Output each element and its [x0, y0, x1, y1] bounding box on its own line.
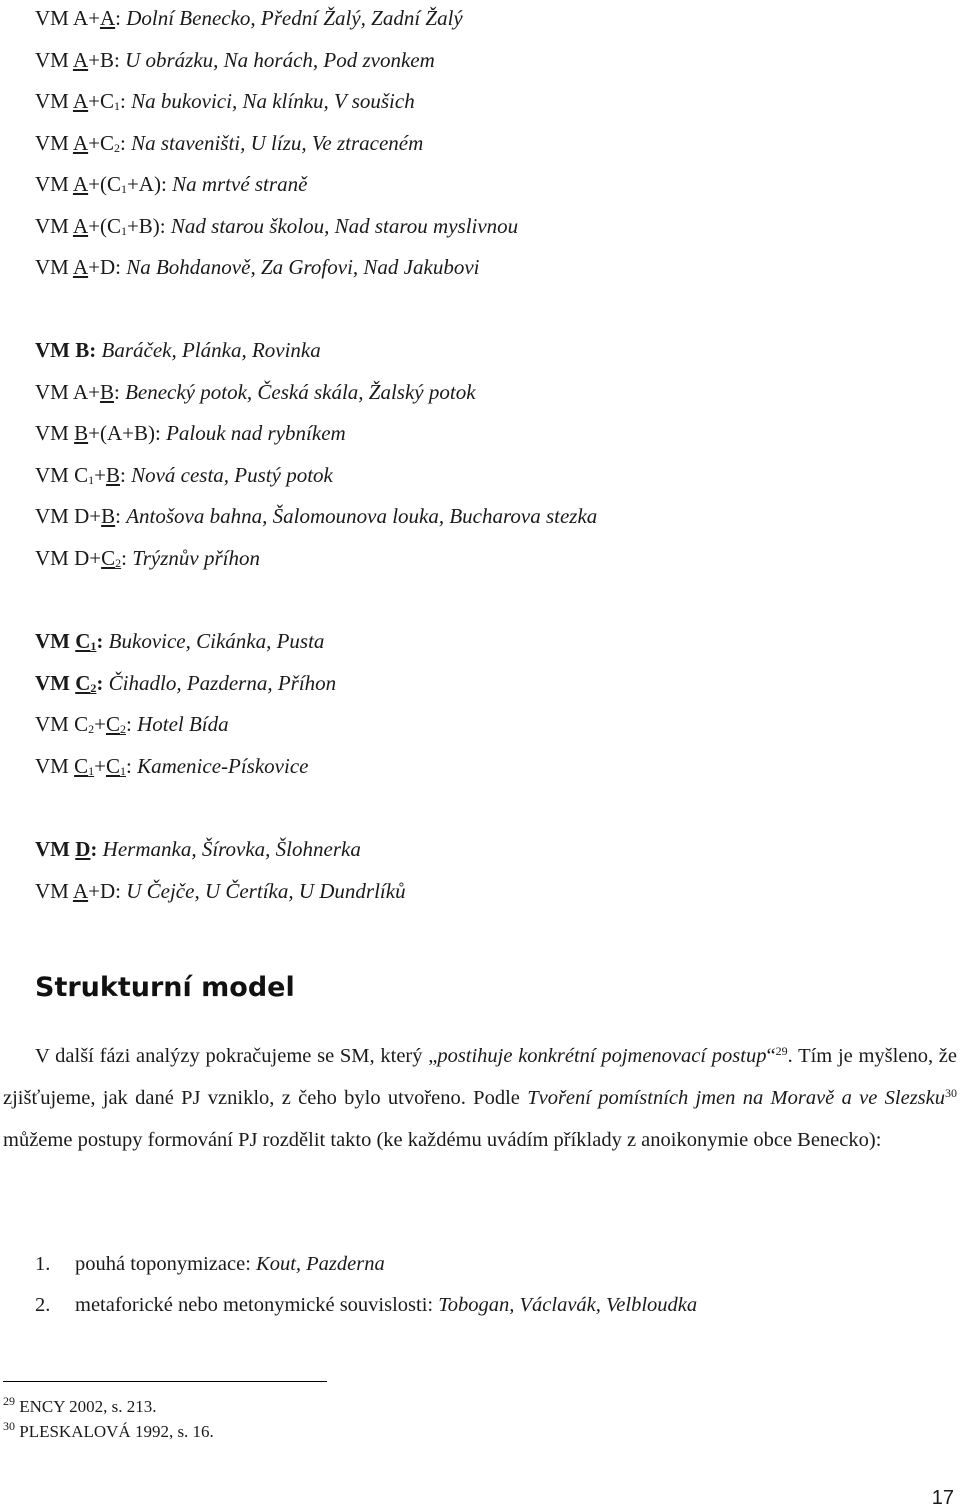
vm-code [74, 463, 120, 487]
footnote-ref-29[interactable]: 29 [775, 1044, 788, 1058]
vm-entry [35, 543, 260, 573]
vm-prefix: VM [35, 712, 75, 736]
footnote-separator [3, 1381, 327, 1382]
vm-entry [35, 668, 336, 698]
vm-place-names: Baráček, Plánka, Rovinka [101, 338, 321, 362]
vm-code-part: 1 [120, 223, 127, 238]
vm-colon: : [115, 878, 127, 903]
vm-prefix: VM [35, 6, 73, 30]
list-examples: Kout, Pazderna [256, 1253, 385, 1275]
vm-entry [35, 377, 476, 407]
vm-place-names: U obrázku, Na horách, Pod zvonkem [125, 47, 435, 72]
vm-code-part: A [72, 878, 89, 903]
vm-colon: : [115, 255, 127, 279]
vm-code [73, 48, 114, 72]
vm-prefix: VM [35, 753, 75, 778]
vm-code-part: 1 [90, 639, 97, 653]
vm-entry [35, 751, 308, 781]
vm-entry [35, 211, 518, 241]
vm-code-part: C [101, 545, 116, 570]
vm-place-names: Nad starou školou, Nad starou myslivnou [170, 213, 519, 238]
vm-code [73, 6, 115, 30]
vm-place-names: Trýznův příhon [132, 545, 260, 570]
vm-prefix: VM B: [35, 338, 102, 362]
vm-prefix: VM [35, 379, 73, 404]
vm-code [75, 629, 103, 653]
vm-code-part: 2 [88, 722, 95, 736]
vm-code [74, 421, 155, 445]
list-label: metaforické nebo metonymické souvislosti: [75, 1294, 439, 1316]
vm-colon: : [119, 462, 132, 487]
vm-prefix: VM [35, 504, 75, 528]
vm-place-names: Na Bohdanově, Za Grofovi, Nad Jakubovi [126, 255, 480, 279]
vm-prefix: VM [35, 89, 73, 113]
vm-code [73, 172, 161, 196]
vm-code-part: A [72, 6, 89, 30]
vm-place-names: Kamenice-Pískovice [137, 753, 309, 778]
vm-entry [35, 709, 229, 739]
vm-code-part: +(A+B) [88, 421, 155, 445]
vm-code-part: C [105, 712, 120, 736]
vm-code [73, 131, 120, 155]
vm-code-part: B [99, 379, 114, 404]
vm-code-part: 1 [88, 763, 95, 778]
footnote-30 [3, 1420, 214, 1444]
vm-code-part: 2 [90, 680, 97, 695]
vm-entry [35, 86, 415, 116]
vm-place-names: Hermanka, Šírovka, Šlohnerka [102, 837, 361, 861]
list-item [35, 1290, 697, 1320]
vm-code-part: C [105, 753, 120, 778]
vm-place-names: Na bukovici, Na klínku, V soušich [131, 89, 415, 113]
vm-code-part: +(C [88, 172, 121, 196]
vm-entry [35, 876, 406, 906]
vm-code [73, 879, 115, 903]
vm-code-part: 1 [119, 763, 126, 778]
list-label: pouhá toponymizace: [75, 1253, 257, 1275]
vm-prefix: VM [35, 421, 75, 445]
vm-code [73, 89, 120, 113]
para-text-2: “ [766, 1045, 776, 1067]
vm-prefix: VM [35, 837, 76, 861]
para-quote: postihuje konkrétní pojmenovací postup [437, 1045, 767, 1067]
list-examples: Tobogan, Václavák, Velbloudka [438, 1294, 698, 1316]
vm-code [75, 837, 97, 861]
vm-colon: : [119, 130, 132, 155]
vm-colon: : [113, 379, 126, 404]
vm-code [74, 712, 126, 736]
vm-code-part: B [101, 504, 116, 528]
vm-code-part: A [72, 213, 89, 238]
vm-code [73, 255, 115, 279]
vm-entry [35, 501, 597, 531]
vm-code-part: B [74, 421, 89, 445]
vm-code-part: A [72, 130, 89, 155]
vm-prefix: VM [35, 172, 73, 196]
vm-prefix: VM [35, 213, 73, 238]
vm-place-names: Bukovice, Cikánka, Pusta [108, 629, 325, 653]
vm-code-part: +D [88, 255, 116, 279]
vm-code-part: +(C [88, 213, 121, 238]
vm-code-part: 2 [113, 140, 120, 155]
vm-code-part: C [74, 462, 89, 487]
vm-place-names: Nová cesta, Pustý potok [131, 462, 333, 487]
vm-code-part: 2 [119, 722, 126, 736]
vm-prefix: VM [35, 545, 75, 570]
vm-code-part: +D [88, 878, 116, 903]
vm-colon: : [115, 6, 127, 30]
vm-code-part: 1 [120, 182, 127, 196]
vm-colon: : [121, 545, 133, 570]
vm-code-part: A [72, 47, 89, 72]
vm-code-part: 2 [115, 555, 122, 570]
vm-code-part: + [94, 753, 106, 778]
vm-entry [35, 626, 324, 656]
vm-place-names: Na staveništi, U lízu, Ve ztraceném [131, 130, 424, 155]
section-heading: Strukturní model [35, 972, 295, 1003]
para-text-1: V další fázi analýzy pokračujeme se SM, který „ [35, 1045, 438, 1067]
vm-place-names: Dolní Benecko, Přední Žalý, Zadní Žalý [126, 6, 463, 30]
vm-code-part: +B) [126, 213, 160, 238]
vm-prefix: VM [35, 255, 73, 279]
footnote-text: ENCY 2002, s. 213. [15, 1397, 157, 1416]
para-book-title: Tvoření pomístních jmen na Moravě a ve Slezsku [527, 1087, 945, 1109]
vm-place-names: Palouk nad rybníkem [166, 421, 346, 445]
vm-code-part: +C [88, 89, 114, 113]
vm-code-part: A [72, 172, 89, 196]
vm-colon: : [125, 712, 138, 736]
vm-code-part: A [72, 89, 89, 113]
vm-code-part: D+ [74, 504, 102, 528]
vm-entry [35, 45, 435, 75]
vm-code [73, 380, 114, 404]
vm-code-part: + [94, 462, 106, 487]
page-number: 17 [931, 1487, 954, 1509]
list-number: 1. [35, 1253, 51, 1275]
vm-colon: : [119, 89, 132, 113]
body-paragraph [3, 1035, 957, 1161]
footnote-number: 29 [3, 1394, 15, 1408]
vm-code [75, 671, 103, 695]
vm-prefix: VM [35, 670, 76, 695]
vm-entry [35, 3, 463, 33]
vm-code [74, 754, 126, 778]
vm-code-part: : [96, 670, 104, 695]
vm-place-names: Na mrtvé straně [172, 172, 308, 196]
vm-colon: : [154, 421, 167, 445]
vm-code-part: A [72, 255, 89, 279]
vm-colon: : [160, 172, 173, 196]
vm-place-names: Benecký potok, Česká skála, Žalský potok [125, 379, 476, 404]
vm-code-part: B [105, 462, 120, 487]
vm-entry [35, 834, 361, 864]
vm-colon: : [125, 753, 138, 778]
vm-code-part: A+ [72, 379, 100, 404]
vm-code [73, 214, 160, 238]
vm-place-names: Antošova bahna, Šalomounova louka, Bucharova stezka [126, 504, 598, 528]
vm-colon: : [115, 504, 127, 528]
vm-place-names: Hotel Bída [137, 712, 229, 736]
vm-entry [35, 252, 479, 282]
vm-colon: : [113, 47, 126, 72]
vm-code [74, 504, 115, 528]
vm-code-part: + [88, 6, 100, 30]
vm-prefix: VM [35, 629, 76, 653]
vm-place-names: U Čejče, U Čertíka, U Dundrlíků [126, 878, 406, 903]
vm-prefix: VM [35, 462, 75, 487]
vm-entry [35, 335, 321, 365]
vm-code-part: : [90, 837, 98, 861]
vm-place-names: Čihadlo, Pazderna, Příhon [108, 670, 337, 695]
footnote-number: 30 [3, 1419, 15, 1433]
vm-code [74, 546, 121, 570]
para-text-3: . Tím je myšleno, že zjišťujeme, jak dané PJ vzniklo, z čeho bylo utvořeno. Podle [3, 1045, 957, 1109]
footnote-29 [3, 1395, 157, 1419]
vm-prefix: VM [35, 130, 73, 155]
footnote-ref-30[interactable]: 30 [945, 1086, 957, 1100]
vm-prefix: VM [35, 878, 73, 903]
vm-code-part: C [74, 753, 89, 778]
vm-code-part: C [75, 629, 91, 653]
vm-code-part: C [75, 670, 91, 695]
list-item [35, 1249, 385, 1279]
vm-code-part: D [75, 837, 91, 861]
vm-code-part: D+ [74, 545, 102, 570]
vm-code-part: +B [88, 47, 114, 72]
vm-code-part: +A) [126, 172, 161, 196]
vm-prefix: VM [35, 47, 73, 72]
footnote-text: PLESKALOVÁ 1992, s. 16. [15, 1422, 214, 1441]
vm-entry [35, 460, 333, 490]
vm-entry [35, 418, 346, 448]
vm-code-part: 1 [113, 99, 120, 113]
para-text-4: můžeme postupy formování PJ rozdělit takto (ke každému uvádím příklady z anoikonymie obce Benecko): [3, 1129, 882, 1151]
vm-entry [35, 128, 423, 158]
vm-code-part: : [96, 629, 104, 653]
vm-colon: : [159, 213, 171, 238]
list-number: 2. [35, 1294, 51, 1316]
vm-code-part: + [94, 712, 106, 736]
vm-code-part: +C [88, 130, 114, 155]
vm-code-part: A [99, 6, 116, 30]
vm-code-part: 1 [88, 472, 95, 487]
vm-entry [35, 169, 307, 199]
vm-code-part: C [74, 712, 89, 736]
